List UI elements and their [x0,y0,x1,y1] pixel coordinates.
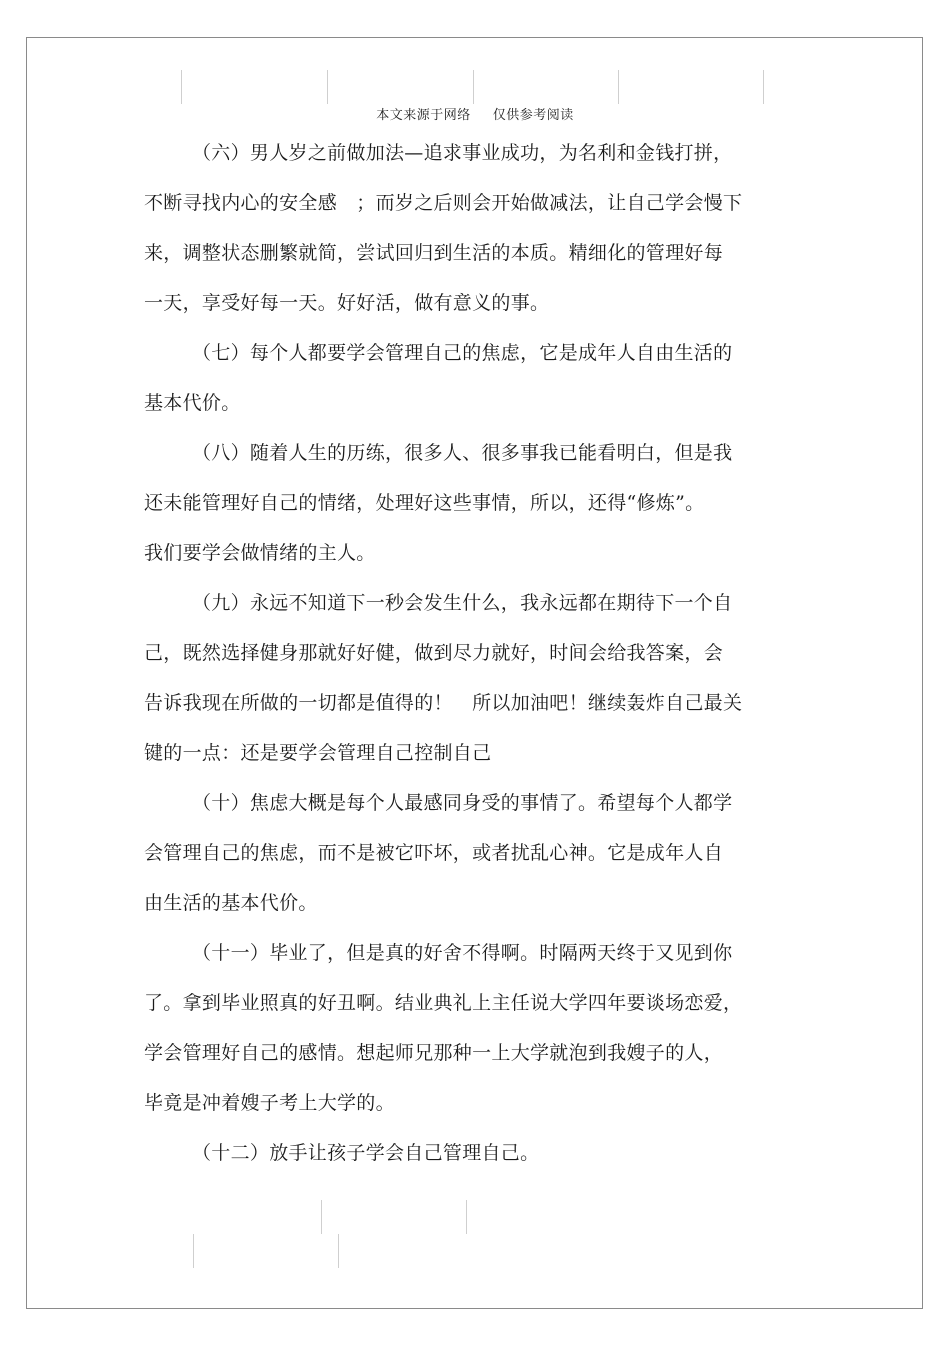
header-divider-mark [763,70,764,104]
paragraph-line: 由生活的基本代价。 [144,892,318,914]
footer-divider-mark [193,1234,194,1268]
paragraph-first-line: （七）每个人都要学会管理自己的焦虑，它是成年人自由生活的 [192,342,733,364]
paragraph-first-line: （十一）毕业了，但是真的好舍不得啊。时隔两天终于又见到你 [192,942,733,964]
header-divider-mark [473,70,474,104]
header-divider-mark [327,70,328,104]
paragraph-line: 我们要学会做情绪的主人。 [144,542,376,564]
source-notice-right: 仅供参考阅读 [492,108,574,123]
paragraph-first-line: （九）永远不知道下一秒会发生什么，我永远都在期待下一个自 [192,592,733,614]
paragraph-first-line: （十二）放手让孩子学会自己管理自己。 [192,1142,540,1164]
paragraph-line: 己，既然选择健身那就好好健，做到尽力就好，时间会给我答案，会 [144,642,724,664]
paragraph-line: 还未能管理好自己的情绪，处理好这些事情，所以，还得“修炼”。 [144,492,705,514]
header-divider-mark [618,70,619,104]
footer-divider-mark [338,1234,339,1268]
paragraph-first-line: （八）随着人生的历练，很多人、很多事我已能看明白，但是我 [192,442,733,464]
paragraph-line: 不断寻找内心的安全感 ；而岁之后则会开始做减法，让自己学会慢下 [144,192,743,214]
footer-divider-mark [321,1200,322,1234]
paragraph-first-line: （十）焦虑大概是每个人最感同身受的事情了。希望每个人都学 [192,792,733,814]
footer-divider-mark [466,1200,467,1234]
source-notice-left: 本文来源于网络 [376,108,471,123]
paragraph-line: 会管理自己的焦虑，而不是被它吓坏，或者扰乱心神。它是成年人自 [144,842,724,864]
paragraph-line: 了。拿到毕业照真的好丑啊。结业典礼上主任说大学四年要谈场恋爱， [144,992,743,1014]
paragraph-line: 告诉我现在所做的一切都是值得的！ 所以加油吧！继续轰炸自己最关 [144,692,743,714]
header-divider-mark [181,70,182,104]
paragraph-line: 学会管理好自己的感情。想起师兄那种一上大学就泡到我嫂子的人， [144,1042,724,1064]
paragraph-first-line: （六）男人岁之前做加法—追求事业成功，为名利和金钱打拼， [192,142,733,164]
paragraph-line: 来，调整状态删繁就简，尝试回归到生活的本质。精细化的管理好每 [144,242,724,264]
paragraph-line: 一天，享受好每一天。好好活，做有意义的事。 [144,292,550,314]
paragraph-line: 毕竟是冲着嫂子考上大学的。 [144,1092,395,1114]
document-body [144,128,804,1178]
paragraph-line: 键的一点：还是要学会管理自己控制自己 [144,742,492,764]
source-notice [0,104,950,123]
paragraph-line: 基本代价。 [144,392,241,414]
